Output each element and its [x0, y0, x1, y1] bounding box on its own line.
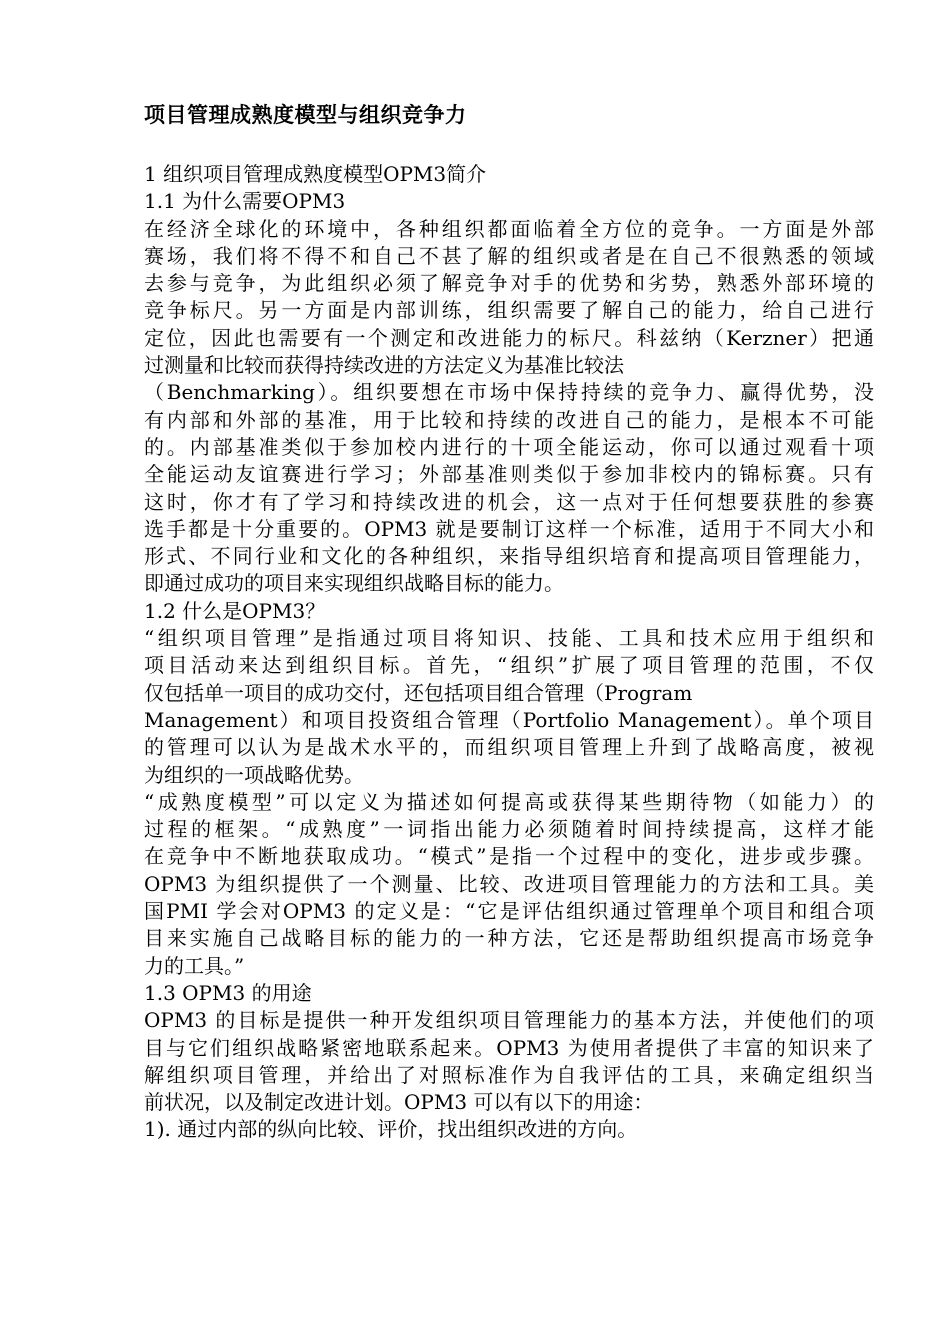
text-line: 有内部和外部的基准，用于比较和持续的改进自己的能力，是根本不可能: [144, 407, 874, 432]
text-line: 即通过成功的项目来实现组织战略目标的能力。: [144, 571, 564, 596]
text-line: OPM3 为组织提供了一个测量、比较、改进项目管理能力的方法和工具。美: [144, 871, 874, 896]
document-body: [144, 161, 874, 1144]
text-line: 竞争标尺。另一方面是内部训练，组织需要了解自己的能力，给自己进行: [144, 298, 874, 323]
text-line: 赛场，我们将不得不和自己不甚了解的组织或者是在自己不很熟悉的领域: [144, 243, 874, 268]
document-page: [144, 100, 874, 1144]
text-line: 解组织项目管理，并给出了对照标准作为自我评估的工具，来确定组织当: [144, 1062, 874, 1087]
text-line: 1.3 OPM3 的用途: [144, 980, 312, 1005]
text-line: 仅包括单一项目的成功交付，还包括项目组合管理（Program: [144, 680, 693, 705]
text-line: 前状况，以及制定改进计划。OPM3 可以有以下的用途：: [144, 1090, 654, 1115]
text-line: 项目活动来达到组织目标。首先，“组织”扩展了项目管理的范围，不仅: [144, 653, 874, 678]
text-line: 在竞争中不断地获取成功。“模式”是指一个过程中的变化，进步或步骤。: [144, 844, 874, 869]
text-line: 在经济全球化的环境中，各种组织都面临着全方位的竞争。一方面是外部: [144, 216, 874, 241]
text-line: 为组织的一项战略优势。: [144, 762, 364, 787]
text-line: 的管理可以认为是战术水平的，而组织项目管理上升到了战略高度，被视: [144, 735, 874, 760]
text-line: 目与它们组织战略紧密地联系起来。OPM3 为使用者提供了丰富的知识来了: [144, 1035, 874, 1060]
text-line: 过程的框架。“成熟度”一词指出能力必须随着时间持续提高，这样才能: [144, 817, 874, 842]
text-line: 的。内部基准类似于参加校内进行的十项全能运动，你可以通过观看十项: [144, 434, 874, 459]
text-line: 1). 通过内部的纵向比较、评价，找出组织改进的方向。: [144, 1117, 638, 1142]
text-line: 定位，因此也需要有一个测定和改进能力的标尺。科兹纳（Kerzner）把通: [144, 325, 874, 350]
text-line: （Benchmarking）。组织要想在市场中保持持续的竞争力、赢得优势，没: [144, 380, 874, 405]
text-line: “组织项目管理”是指通过项目将知识、技能、工具和技术应用于组织和: [144, 626, 874, 651]
text-line: 1 组织项目管理成熟度模型OPM3简介: [144, 162, 487, 186]
text-line: “成熟度模型”可以定义为描述如何提高或获得某些期待物（如能力）的: [144, 789, 874, 814]
text-line: 选手都是十分重要的。OPM3 就是要制订这样一个标准，适用于不同大小和: [144, 516, 874, 541]
text-line: 1.1 为什么需要OPM3: [144, 189, 346, 214]
text-line: 国PMI 学会对OPM3 的定义是：“它是评估组织通过管理单个项目和组合项: [144, 899, 874, 924]
text-line: 1.2 什么是OPM3？: [144, 598, 326, 623]
text-line: 形式、不同行业和文化的各种组织，来指导组织培育和提高项目管理能力，: [144, 544, 874, 569]
text-line: 去参与竞争，为此组织必须了解竞争对手的优势和劣势，熟悉外部环境的: [144, 271, 874, 296]
text-line: 力的工具。”: [144, 953, 245, 978]
text-line: OPM3 的目标是提供一种开发组织项目管理能力的基本方法，并使他们的项: [144, 1008, 874, 1033]
document-title: 项目管理成熟度模型与组织竞争力: [144, 103, 467, 127]
text-line: 过测量和比较而获得持续改进的方法定义为基准比较法: [144, 353, 624, 378]
text-line: 全能运动友谊赛进行学习；外部基准则类似于参加非校内的锦标赛。只有: [144, 462, 874, 487]
text-line: Management）和项目投资组合管理（Portfolio Management）。单个项目: [144, 707, 874, 732]
text-line: 目来实施自己战略目标的能力的一种方法，它还是帮助组织提高市场竞争: [144, 926, 874, 951]
text-line: 这时，你才有了学习和持续改进的机会，这一点对于任何想要获胜的参赛: [144, 489, 874, 514]
